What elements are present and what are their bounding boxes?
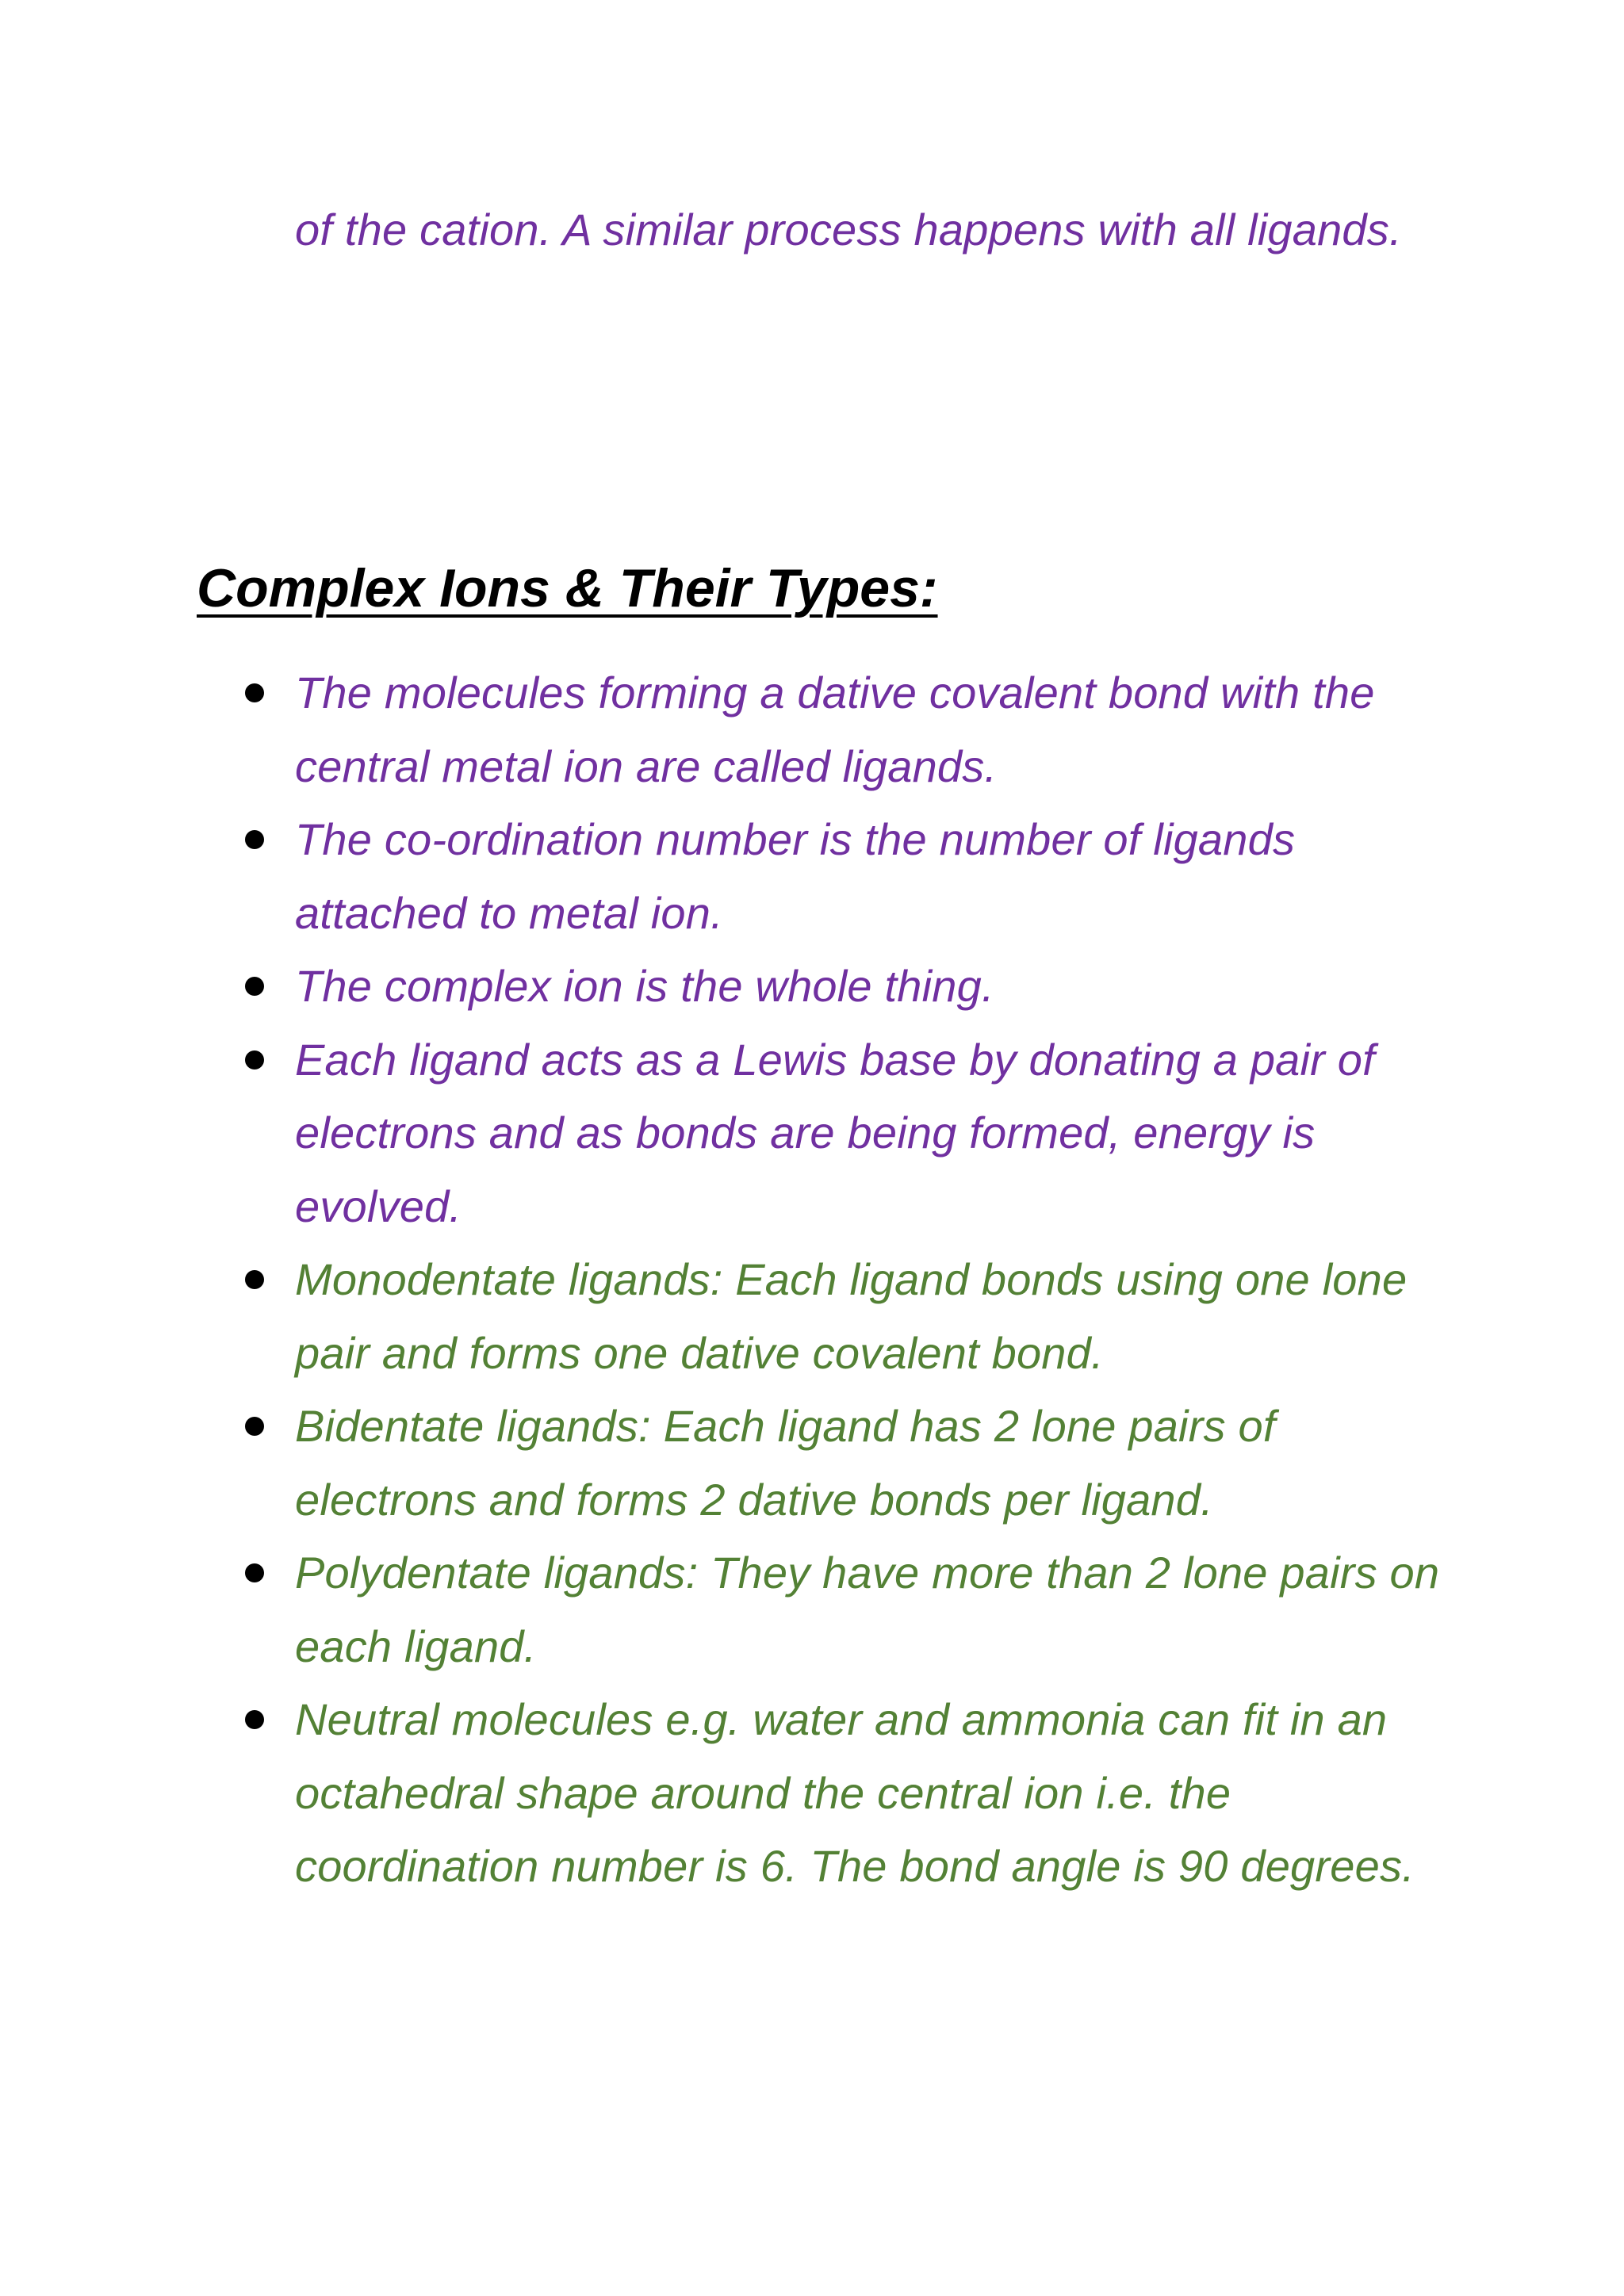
list-item bbox=[295, 1024, 1453, 1244]
list-item-text: Bidentate ligands: Each ligand has 2 lone pairs of electrons and forms 2 dative bonds per ligand. bbox=[295, 1401, 1276, 1525]
bullet-dot-icon bbox=[245, 1050, 264, 1070]
bullet-dot-icon bbox=[245, 977, 264, 996]
list-item-text: Monodentate ligands: Each ligand bonds using one lone pair and forms one dative covalent bond. bbox=[295, 1254, 1408, 1378]
list-item-text: The co-ordination number is the number of ligands attached to metal ion. bbox=[295, 814, 1296, 938]
list-item-text: Neutral molecules e.g. water and ammonia can fit in an octahedral shape around the central ion i.e. the coordination number is 6. The bond angle is 90 degrees. bbox=[295, 1694, 1415, 1891]
list-item-text: Polydentate ligands: They have more than 2 lone pairs on each ligand. bbox=[295, 1548, 1440, 1671]
list-item bbox=[295, 1243, 1453, 1390]
bullet-dot-icon bbox=[245, 830, 264, 849]
bullet-dot-icon bbox=[245, 1563, 264, 1582]
list-item-text: Each ligand acts as a Lewis base by donating a pair of electrons and as bonds are being formed, energy is evolved. bbox=[295, 1034, 1375, 1231]
bullet-dot-icon bbox=[245, 683, 264, 702]
bullet-dot-icon bbox=[245, 1710, 264, 1729]
list-item-text: The molecules forming a dative covalent bond with the central metal ion are called ligands. bbox=[295, 668, 1375, 791]
continuation-paragraph: of the cation. A similar process happens with all ligands. bbox=[295, 205, 1402, 254]
section-heading: Complex Ions & Their Types: bbox=[197, 558, 938, 618]
list-item bbox=[295, 1390, 1453, 1536]
list-item bbox=[295, 1683, 1453, 1904]
list-item bbox=[295, 656, 1453, 803]
bullet-dot-icon bbox=[245, 1417, 264, 1436]
ligand-bullet-list bbox=[295, 656, 1453, 1904]
list-item bbox=[295, 803, 1453, 950]
list-item bbox=[295, 950, 1453, 1024]
bullet-dot-icon bbox=[245, 1270, 264, 1289]
list-item-text: The complex ion is the whole thing. bbox=[295, 961, 994, 1011]
list-item bbox=[295, 1536, 1453, 1683]
